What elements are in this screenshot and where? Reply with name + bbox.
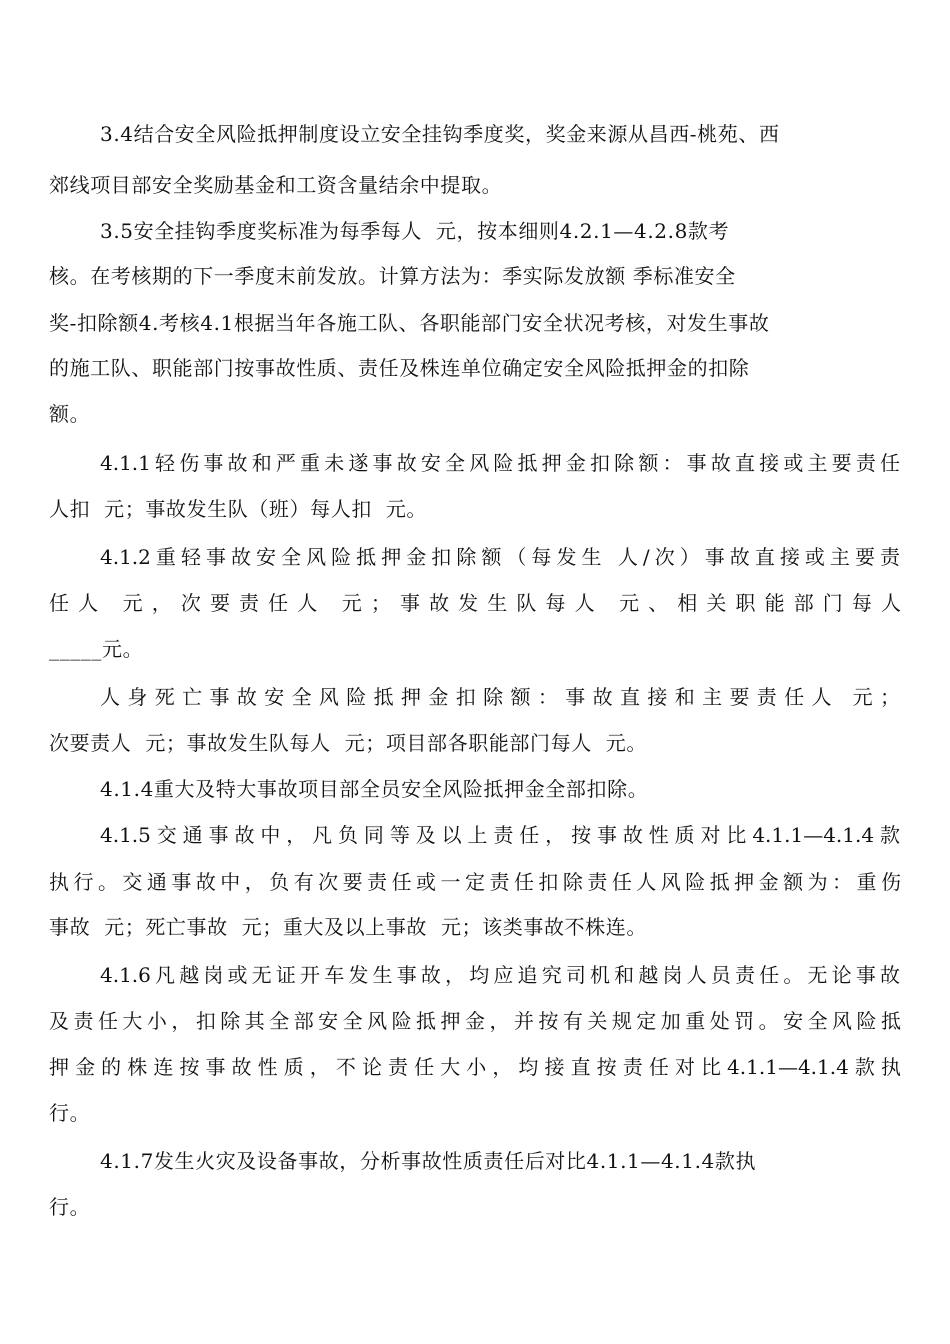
text-line: 的施工队、职能部门按事故性质、责任及株连单位确定安全风险抵押金的扣除 <box>49 356 750 380</box>
text-line: 行。 <box>49 1195 91 1219</box>
text-line: 郊线项目部安全奖励基金和工资含量结余中提取。 <box>49 173 503 197</box>
text-line: 3.4结合安全风险抵押制度设立安全挂钩季度奖，奖金来源从昌西-桃苑、西 <box>100 122 780 146</box>
text-line: _____元。 <box>49 637 144 661</box>
text-line: 奖-扣除额4.考核4.1根据当年各施工队、各职能部门安全状况考核，对发生事故 <box>49 311 770 335</box>
text-line: 执行。交通事故中，负有次要责任或一定责任扣除责任人风险抵押金额为：重伤 <box>49 870 901 894</box>
text-line: 人扣 元；事故发生队（班）每人扣 元。 <box>49 497 428 521</box>
text-line: 4.1.4重大及特大事故项目部全员安全风险抵押金全部扣除。 <box>100 777 649 801</box>
text-line: 及责任大小，扣除其全部安全风险抵押金，并按有关规定加重处罚。安全风险抵 <box>49 1009 901 1033</box>
text-line: 人身死亡事故安全风险抵押金扣除额：事故直接和主要责任人 元； <box>100 685 900 709</box>
text-line: 4.1.2重轻事故安全风险抵押金扣除额（每发生 人/次）事故直接或主要责 <box>100 545 900 569</box>
text-line: 额。 <box>49 402 91 426</box>
text-line: 次要责人 元；事故发生队每人 元；项目部各职能部门每人 元。 <box>49 731 647 755</box>
text-line: 押金的株连按事故性质，不论责任大小，均接直按责任对比4.1.1—4.1.4款执 <box>49 1055 901 1079</box>
text-line: 4.1.7发生火灾及设备事故，分析事故性质责任后对比4.1.1—4.1.4款执 <box>100 1149 757 1173</box>
text-line: 行。 <box>49 1101 91 1125</box>
text-line: 4.1.5交通事故中，凡负同等及以上责任，按事故性质对比4.1.1—4.1.4款 <box>100 823 900 847</box>
text-line: 任人 元，次要责任人 元；事故发生队每人 元、相关职能部门每人 <box>49 591 901 615</box>
text-line: 4.1.6凡越岗或无证开车发生事故，均应追究司机和越岗人员责任。无论事故 <box>100 963 900 987</box>
text-line: 核。在考核期的下一季度末前发放。计算方法为：季实际发放额 季标准安全 <box>49 264 736 288</box>
text-line: 事故 元；死亡事故 元；重大及以上事故 元；该类事故不株连。 <box>49 915 647 939</box>
text-line: 3.5安全挂钩季度奖标准为每季每人 元，按本细则4.2.1—4.2.8款考 <box>100 219 730 243</box>
text-line: 4.1.1轻伤事故和严重未遂事故安全风险抵押金扣除额：事故直接或主要责任 <box>100 451 900 475</box>
